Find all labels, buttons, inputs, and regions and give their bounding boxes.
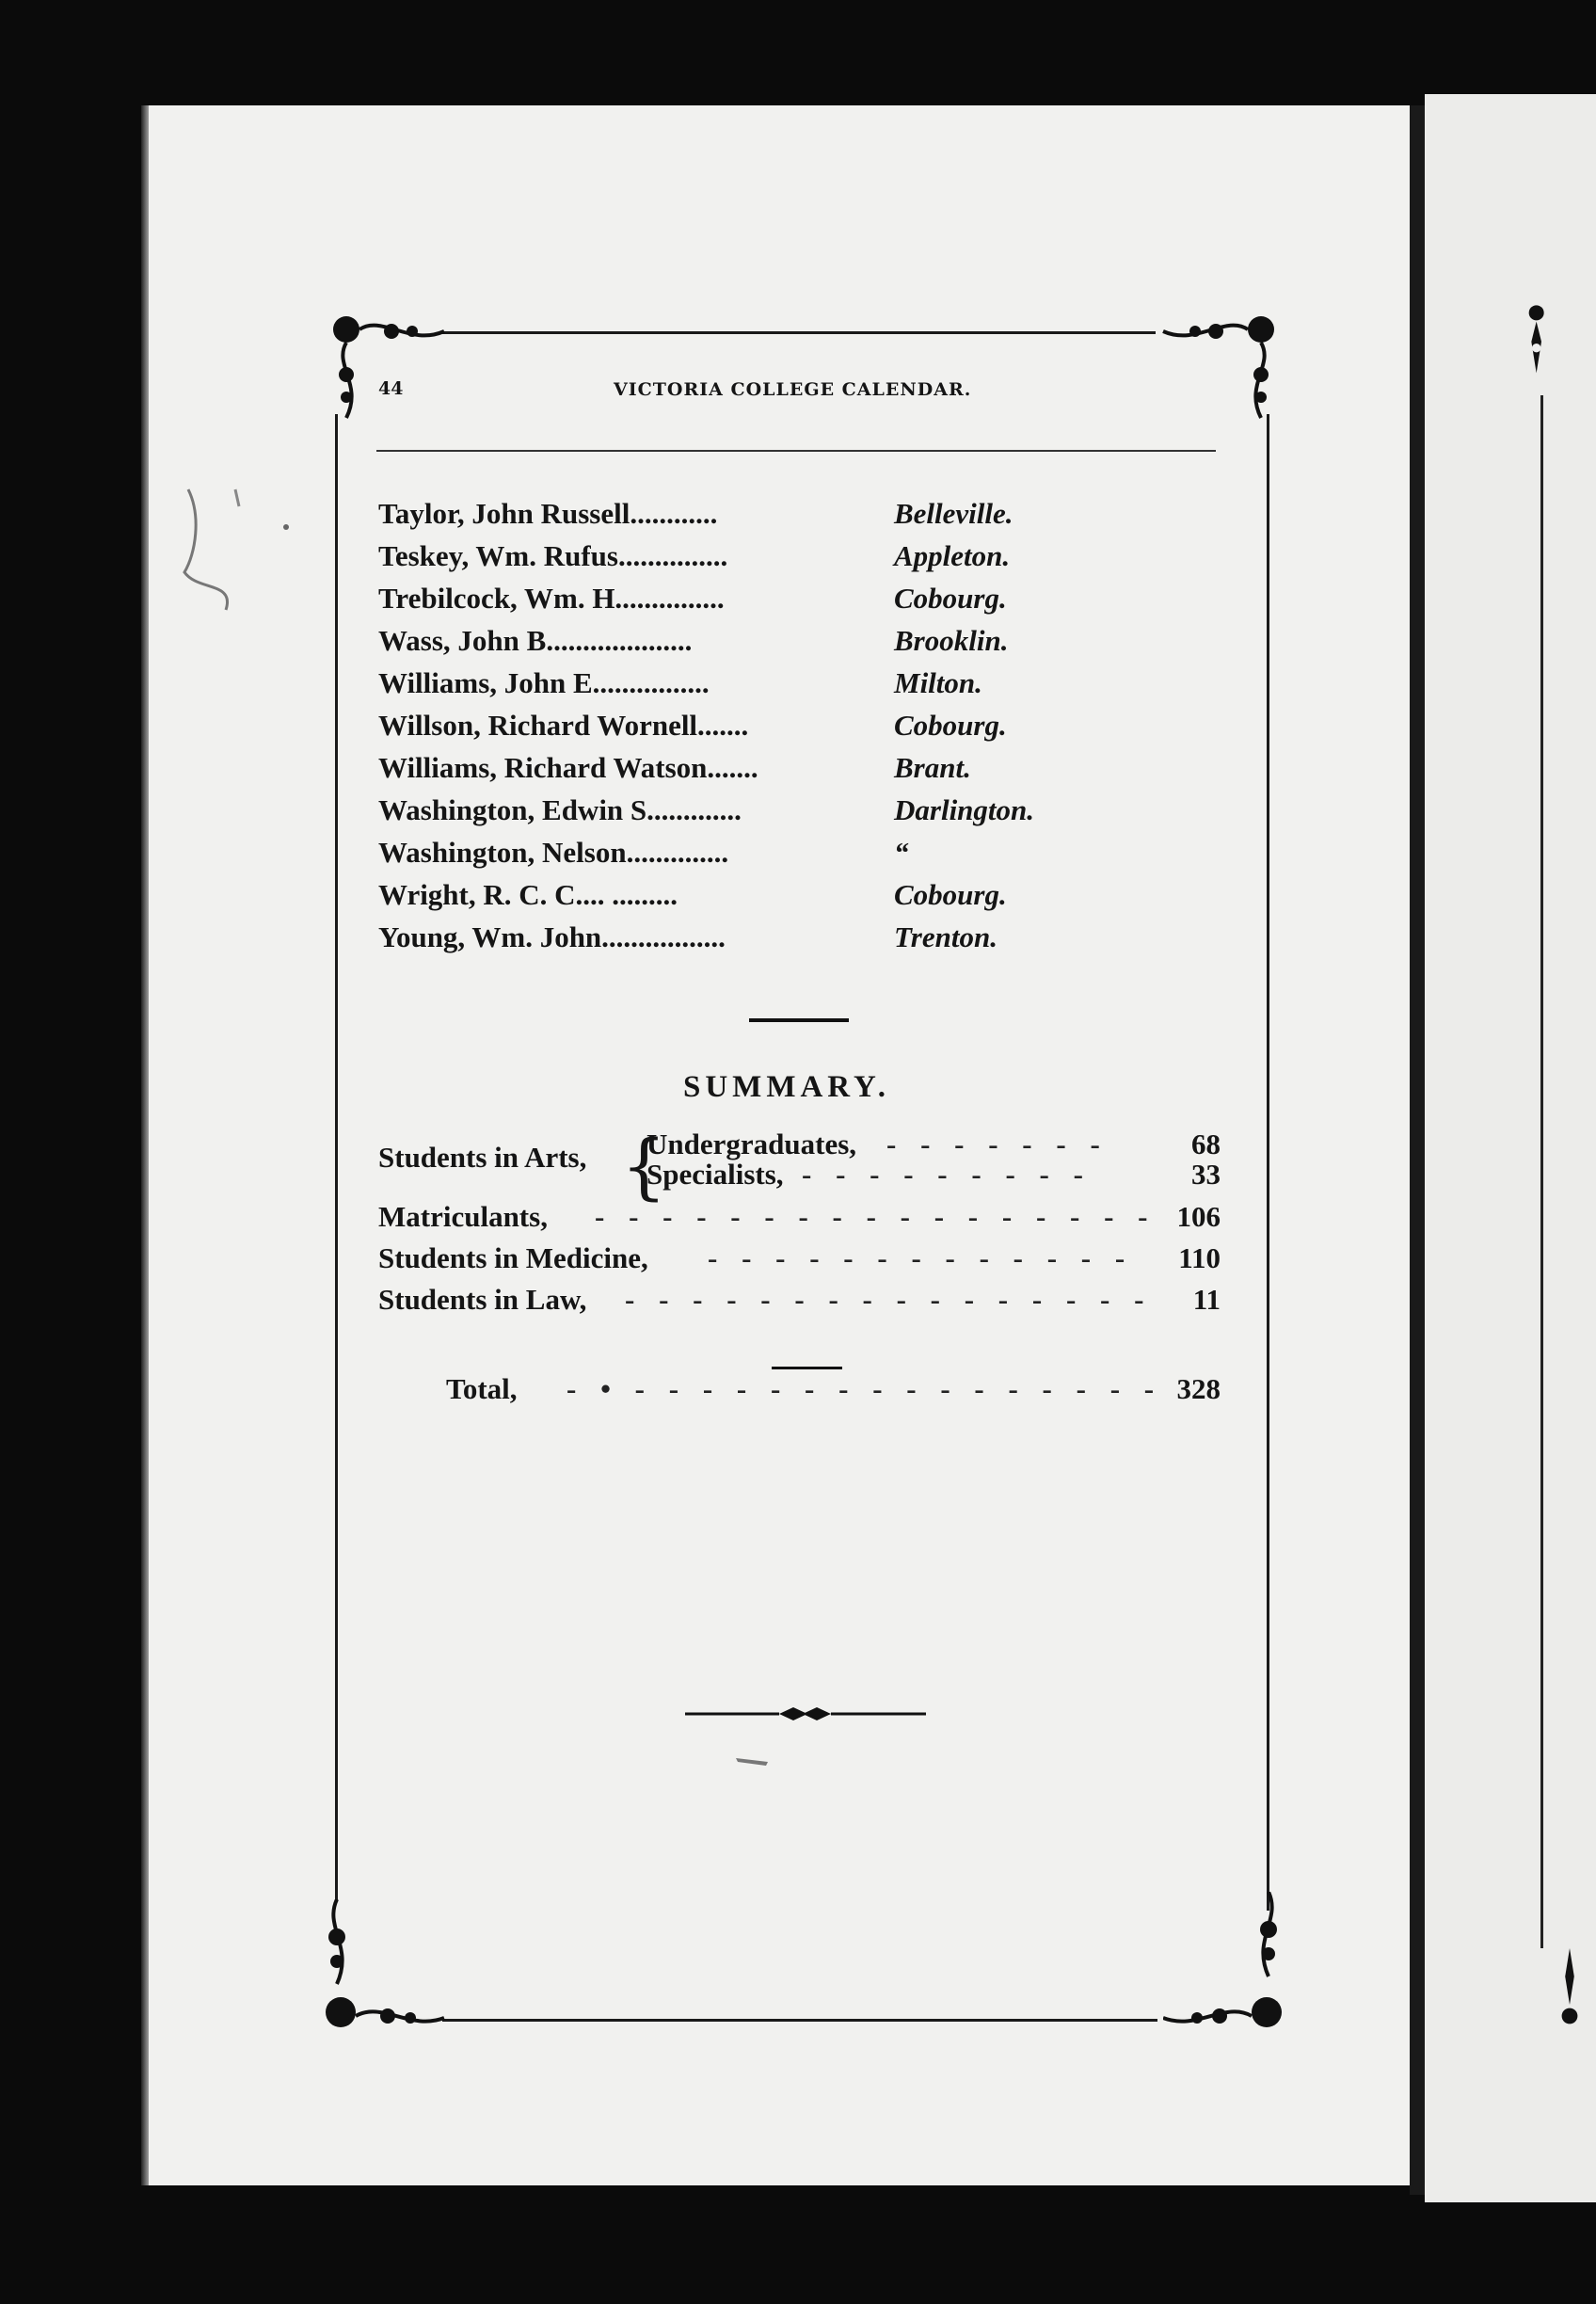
leader-dots: - - - - - - - - - - - - - — [708, 1241, 1134, 1274]
bottom-left-corner-ornament-icon — [316, 1899, 448, 2040]
running-title: VICTORIA COLLEGE CALENDAR. — [614, 379, 972, 400]
student-town: Milton. — [894, 666, 982, 699]
student-name: Willson, Richard Wornell....... — [378, 709, 749, 742]
bottom-right-corner-ornament-icon — [1163, 1892, 1295, 2042]
frame-bottom-rule — [442, 2019, 1157, 2022]
student-town: Cobourg. — [894, 878, 1007, 911]
total-value: 328 — [1176, 1372, 1221, 1405]
book-spine — [1410, 105, 1425, 2195]
student-name: Wass, John B.................... — [378, 624, 693, 657]
student-name: Taylor, John Russell............ — [378, 497, 718, 530]
student-town: Cobourg. — [894, 709, 1007, 742]
medicine-value: 110 — [1178, 1241, 1221, 1274]
list-item — [378, 624, 1225, 666]
leader-dots: - - - - - - - — [886, 1128, 1109, 1160]
summary-row-matriculants — [378, 1200, 1221, 1241]
leader-dots: - • - - - - - - - - - - - - - - - - — [567, 1372, 1163, 1405]
student-town: Darlington. — [894, 793, 1035, 826]
summary-row-total — [378, 1372, 1221, 1414]
summary-row-specialists — [378, 1158, 1221, 1199]
total-rule — [772, 1367, 842, 1369]
student-list — [378, 497, 1225, 963]
margin-pencil-mark-icon — [179, 478, 292, 619]
list-item — [378, 582, 1225, 624]
total-label: Total, — [446, 1372, 518, 1405]
facing-page-edge — [1425, 94, 1596, 2202]
ink-smudge-icon — [734, 1752, 772, 1768]
student-name: Young, Wm. John................. — [378, 920, 726, 953]
undergraduates-value: 68 — [1191, 1128, 1221, 1160]
leader-dots: - - - - - - - - - - - - - - - - - — [595, 1200, 1157, 1233]
list-item — [378, 709, 1225, 751]
student-town: Cobourg. — [894, 582, 1007, 615]
student-name: Williams, Richard Watson....... — [378, 751, 758, 784]
list-item — [378, 497, 1225, 539]
facing-page-frame-line — [1540, 395, 1543, 1948]
student-name: Washington, Edwin S............. — [378, 793, 742, 826]
students-in-arts-label: Students in Arts, — [378, 1141, 587, 1174]
leader-dots: - - - - - - - - - - - - - - - - — [625, 1283, 1153, 1316]
student-name: Trebilcock, Wm. H............... — [378, 582, 725, 615]
student-town: Belleville. — [894, 497, 1013, 530]
specialists-value: 33 — [1191, 1158, 1221, 1191]
law-value: 11 — [1192, 1283, 1221, 1316]
list-item — [378, 836, 1225, 878]
facing-page-ornament-icon — [1519, 299, 1556, 384]
specialists-label: Specialists, — [646, 1158, 784, 1191]
summary-row-law — [378, 1283, 1221, 1324]
summary-row-medicine — [378, 1241, 1221, 1283]
frame-left-rule — [335, 414, 338, 1901]
undergraduates-label: Undergraduates, — [646, 1128, 857, 1160]
list-item — [378, 878, 1225, 920]
medicine-label: Students in Medicine, — [378, 1241, 648, 1274]
matriculants-value: 106 — [1176, 1200, 1221, 1233]
law-label: Students in Law, — [378, 1283, 587, 1316]
running-head — [378, 378, 1225, 407]
matriculants-label: Matriculants, — [378, 1200, 548, 1233]
student-name: Williams, John E................ — [378, 666, 710, 699]
student-town: Brooklin. — [894, 624, 1009, 657]
student-name: Washington, Nelson.............. — [378, 836, 729, 869]
leader-dots: - - - - - - - - - — [802, 1158, 1092, 1191]
student-name: Teskey, Wm. Rufus............... — [378, 539, 728, 572]
page-number: 44 — [378, 378, 404, 399]
list-item — [378, 666, 1225, 709]
brace-icon: { — [621, 1124, 667, 1208]
list-item — [378, 751, 1225, 793]
list-item — [378, 920, 1225, 963]
student-town: Appleton. — [894, 539, 1011, 572]
summary-heading: SUMMARY. — [683, 1070, 891, 1104]
head-rule — [376, 450, 1216, 452]
student-town: Brant. — [894, 751, 971, 784]
closing-ornament-icon — [685, 1700, 930, 1728]
student-town: “ — [894, 836, 909, 869]
list-item — [378, 793, 1225, 836]
frame-top-rule — [440, 331, 1156, 334]
student-town: Trenton. — [894, 920, 998, 953]
student-name: Wright, R. C. C.... ......... — [378, 878, 678, 911]
list-item — [378, 539, 1225, 582]
section-divider — [749, 1018, 849, 1022]
facing-page-corner-ornament-icon — [1551, 1948, 1588, 2033]
frame-right-rule — [1267, 414, 1269, 1911]
